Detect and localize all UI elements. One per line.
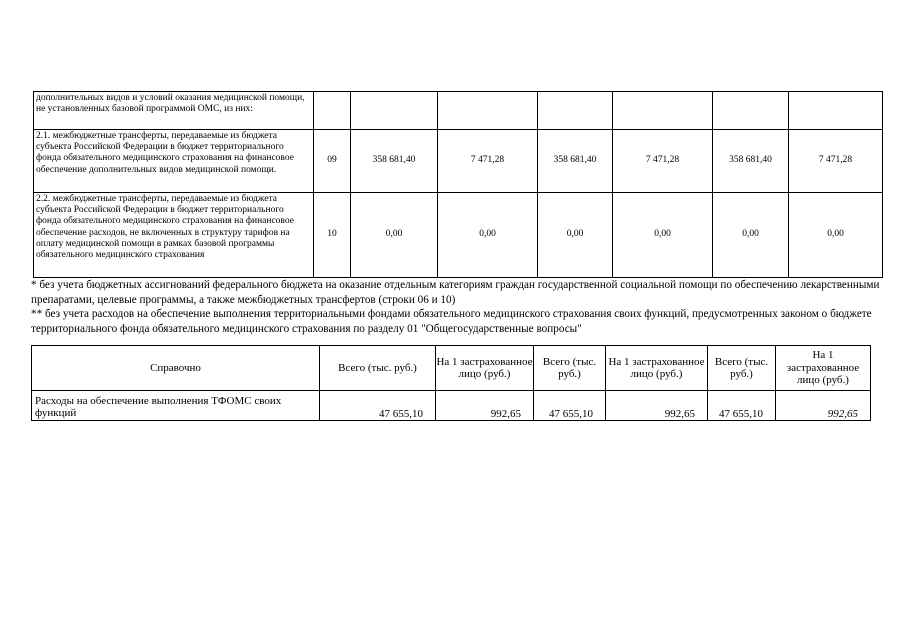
column-header: Всего (тыс. руб.) [708, 346, 776, 391]
value-cell [713, 92, 789, 130]
budget-table [33, 91, 883, 278]
value-cell: 0,00 [789, 193, 883, 278]
row-description: 2.2. межбюджетные трансферты, передаваемые из бюджета субъекта Российской Федерации в бюджет территориального фонда обязательного медицинского страхования на финансовое обеспечение расходов, не включенных в структуру тарифов на оплату медицинской помощи в рамках базовой программы обязательного медицинского страхования [34, 193, 314, 278]
value-cell: 992,65 [606, 391, 708, 421]
reference-row-label: Расходы на обеспечение выполнения ТФОМС своих функций [32, 391, 320, 421]
value-cell: 0,00 [351, 193, 438, 278]
value-cell: 992,65 [436, 391, 534, 421]
footnotes [31, 278, 881, 337]
footnote-1: * без учета бюджетных ассигнований федерального бюджета на оказание отдельным категориям граждан государственной социальной помощи по обеспечению лекарственными препаратами, целевые программы, а также межбюджетных трансфертов (строки 06 и 10) [31, 279, 880, 306]
value-cell: 358 681,40 [538, 130, 613, 193]
value-cell: 0,00 [438, 193, 538, 278]
value-cell: 7 471,28 [613, 130, 713, 193]
value-cell [538, 92, 613, 130]
value-cell: 0,00 [613, 193, 713, 278]
column-header: Всего (тыс. руб.) [320, 346, 436, 391]
column-header: Всего (тыс. руб.) [534, 346, 606, 391]
value-cell: 992,65 [776, 391, 871, 421]
value-cell: 358 681,40 [713, 130, 789, 193]
column-header: На 1 застрахованное лицо (руб.) [606, 346, 708, 391]
table-row [34, 193, 883, 278]
row-description: 2.1. межбюджетные трансферты, передаваемые из бюджета субъекта Российской Федерации в бюджет территориального фонда обязательного медицинского страхования на финансовое обеспечение дополнительных видов медицинской помощи. [34, 130, 314, 193]
row-code [314, 92, 351, 130]
value-cell: 47 655,10 [708, 391, 776, 421]
row-code: 10 [314, 193, 351, 278]
value-cell: 7 471,28 [438, 130, 538, 193]
table-row [34, 92, 883, 130]
value-cell: 0,00 [538, 193, 613, 278]
row-description: дополнительных видов и условий оказания медицинской помощи, не установленных базовой программой ОМС, из них: [34, 92, 314, 130]
reference-table [31, 345, 871, 421]
value-cell: 358 681,40 [351, 130, 438, 193]
table-row [34, 130, 883, 193]
value-cell [789, 92, 883, 130]
value-cell: 47 655,10 [320, 391, 436, 421]
value-cell [438, 92, 538, 130]
value-cell: 7 471,28 [789, 130, 883, 193]
column-header: На 1 застрахованное лицо (руб.) [436, 346, 534, 391]
reference-header-row [32, 346, 871, 391]
row-code: 09 [314, 130, 351, 193]
table-row [32, 391, 871, 421]
value-cell: 47 655,10 [534, 391, 606, 421]
footnote-2: ** без учета расходов на обеспечение выполнения территориальными фондами обязательного медицинского страхования своих функций, предусмотренных законом о бюджете территориального фонда обязательного медицинского страхования по разделу 01 "Общегосударственные вопросы" [31, 308, 872, 336]
column-header: На 1 застрахованное лицо (руб.) [776, 346, 871, 391]
value-cell [613, 92, 713, 130]
reference-label: Справочно [32, 346, 320, 391]
value-cell [351, 92, 438, 130]
value-cell: 0,00 [713, 193, 789, 278]
